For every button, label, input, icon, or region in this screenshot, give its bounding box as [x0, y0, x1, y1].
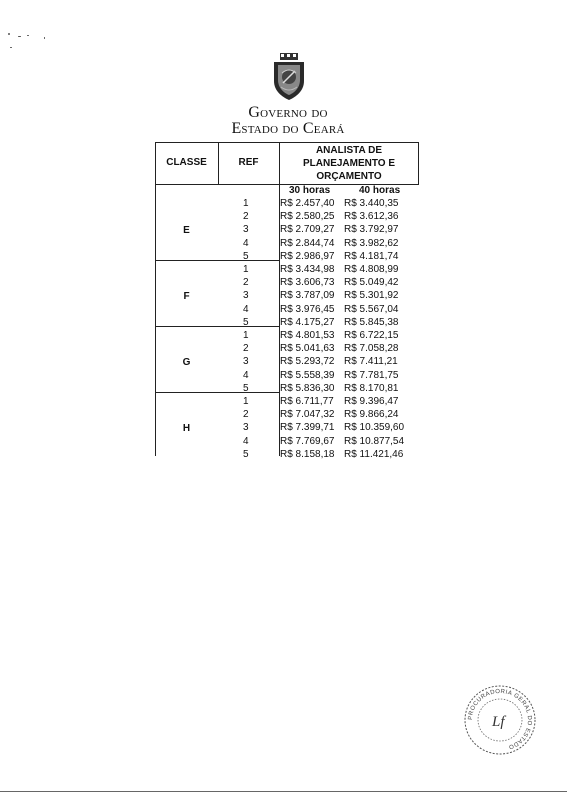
salary-40h: R$ 4.181,74	[344, 250, 399, 262]
ref-number: 4	[243, 237, 249, 249]
salary-30h: R$ 8.158,18	[280, 448, 335, 460]
classe-label: E	[183, 225, 190, 237]
salary-40h: R$ 7.781,75	[344, 369, 399, 381]
salary-40h: R$ 9.866,24	[344, 409, 399, 421]
ref-number: 2	[243, 211, 249, 223]
salary-40h: R$ 7.058,28	[344, 343, 399, 355]
ref-number: 5	[243, 382, 249, 394]
ref-number: 1	[243, 330, 249, 341]
salary-40h: R$ 7.411,21	[344, 356, 398, 368]
salary-30h: R$ 4.175,27	[280, 316, 335, 328]
salary-30h: R$ 7.047,32	[280, 409, 335, 421]
stamp-initials: Lf	[492, 714, 505, 730]
salary-30h: R$ 2.580,25	[280, 211, 335, 223]
salary-40h: R$ 3.982,62	[344, 237, 399, 249]
scan-speck	[27, 35, 29, 36]
subheader-40-horas: 40 horas	[359, 185, 401, 196]
salary-40h: R$ 10.359,60	[344, 422, 405, 434]
ref-number: 3	[243, 422, 249, 434]
ref-number: 2	[243, 343, 249, 355]
page-bottom-rule	[0, 791, 567, 792]
salary-30h: R$ 2.986,97	[280, 250, 335, 262]
salary-30h: R$ 5.293,72	[280, 356, 335, 368]
subheader-30-horas: 30 horas	[289, 185, 331, 196]
salary-30h: R$ 6.711,77	[280, 396, 334, 407]
ref-number: 1	[243, 396, 249, 407]
table-group-divider	[155, 260, 279, 261]
stamp-ring-text: PROCURADORIA GERAL DO ESTADO	[467, 688, 533, 750]
col-header-cargo-line: PLANEJAMENTO E	[302, 158, 396, 169]
table-group-divider	[155, 326, 279, 327]
salary-30h: R$ 5.558,39	[280, 369, 335, 381]
classe-label: H	[182, 423, 191, 435]
salary-30h: R$ 3.606,73	[280, 277, 335, 289]
col-header-ref: REF	[238, 157, 259, 168]
salary-40h: R$ 10.877,54	[344, 435, 405, 447]
salary-40h: R$ 6.722,15	[344, 330, 399, 341]
ref-number: 5	[243, 250, 249, 262]
ref-number: 2	[243, 409, 249, 421]
salary-40h: R$ 5.049,42	[344, 277, 399, 289]
ref-number: 4	[243, 369, 249, 381]
col-header-cargo-line: ANALISTA DE	[315, 145, 383, 156]
classe-label: G	[182, 357, 191, 369]
scan-speck	[8, 33, 10, 35]
ref-number: 1	[243, 198, 249, 209]
ref-number: 3	[243, 290, 249, 302]
salary-30h: R$ 5.836,30	[280, 382, 335, 394]
salary-table	[155, 142, 419, 460]
salary-40h: R$ 4.808,99	[344, 264, 399, 275]
salary-40h: R$ 5.301,92	[344, 290, 399, 302]
salary-40h: R$ 3.440,35	[344, 198, 399, 209]
salary-30h: R$ 4.801,53	[280, 330, 335, 341]
ref-number: 4	[243, 435, 249, 447]
salary-40h: R$ 3.612,36	[344, 211, 399, 223]
salary-30h: R$ 7.769,67	[280, 435, 335, 447]
salary-30h: R$ 2.457,40	[280, 198, 335, 209]
classe-label: F	[183, 291, 190, 303]
header-state-line: Estado do Ceará	[231, 120, 345, 137]
table-border-top	[155, 142, 419, 143]
ref-number: 1	[243, 264, 249, 275]
ref-number: 3	[243, 224, 249, 236]
procuradoria-stamp-icon	[462, 683, 538, 757]
scan-speck	[44, 37, 45, 39]
col-header-cargo-line: ORÇAMENTO	[316, 171, 382, 182]
ref-number: 2	[243, 277, 249, 289]
header-government-line: Governo do	[248, 104, 328, 121]
scan-speck	[18, 36, 21, 37]
ref-number: 5	[243, 448, 249, 460]
salary-30h: R$ 3.434,98	[280, 264, 335, 275]
ceara-coat-of-arms-icon	[270, 53, 308, 101]
salary-30h: R$ 3.787,09	[280, 290, 335, 302]
ref-number: 3	[243, 356, 249, 368]
salary-40h: R$ 8.170,81	[344, 382, 399, 394]
salary-40h: R$ 11.421,46	[344, 448, 404, 460]
table-group-divider	[155, 392, 279, 393]
salary-30h: R$ 2.844,74	[280, 237, 335, 249]
salary-40h: R$ 9.396,47	[344, 396, 399, 407]
salary-40h: R$ 5.567,04	[344, 303, 399, 315]
salary-30h: R$ 3.976,45	[280, 303, 335, 315]
salary-30h: R$ 7.399,71	[280, 422, 335, 434]
salary-40h: R$ 5.845,38	[344, 316, 399, 328]
salary-30h: R$ 2.709,27	[280, 224, 335, 236]
salary-40h: R$ 3.792,97	[344, 224, 399, 236]
ref-number: 4	[243, 303, 249, 315]
salary-30h: R$ 5.041,63	[280, 343, 335, 355]
col-header-classe: CLASSE	[166, 157, 207, 168]
scan-speck	[10, 47, 12, 48]
ref-number: 5	[243, 316, 249, 328]
